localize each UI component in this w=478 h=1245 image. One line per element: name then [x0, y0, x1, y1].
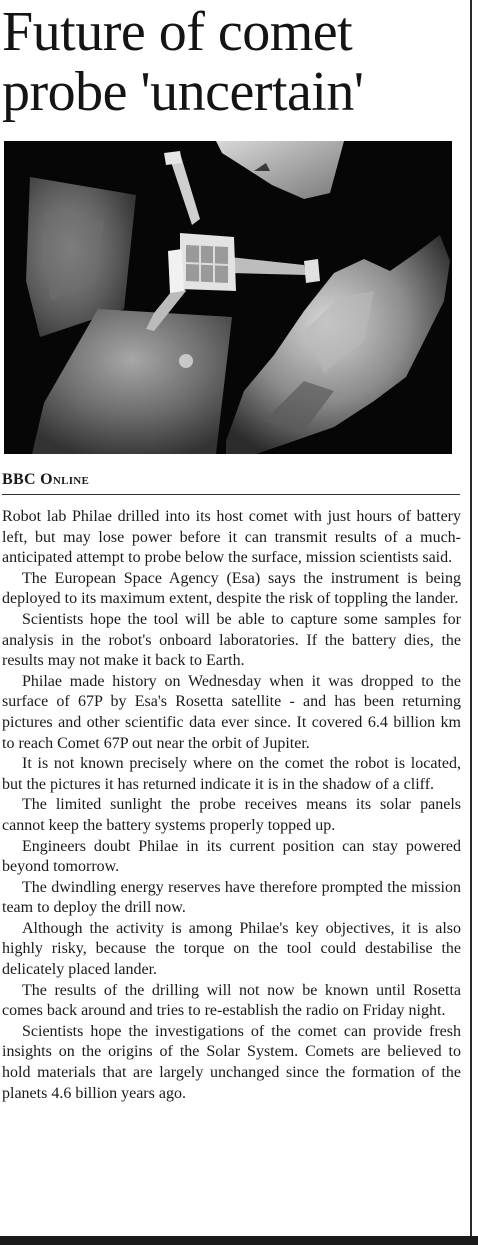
source-byline: BBC Online — [2, 471, 90, 488]
paragraph: It is not known precisely where on the comet the robot is located, but the pictures it has returned indicate it is in the shadow of a cliff. — [2, 755, 461, 793]
column-rule — [470, 0, 472, 1236]
photo-image — [4, 141, 452, 454]
paragraph: The dwindling energy reserves have therefore prompted the mission team to deploy the drill now. — [2, 878, 461, 917]
bottom-border — [0, 1236, 478, 1245]
paragraph: Scientists hope the investigations of the comet can provide fresh insights on the origins of the Solar System. Comets are believed to hold materials that are largely unchanged since the formation of the planets 4.6 billion years ago. — [2, 1022, 461, 1102]
paragraph: The limited sunlight the probe receives means its solar panels cannot keep the battery systems properly topped up. — [2, 796, 461, 834]
comet-lander-image — [4, 141, 452, 454]
byline-divider — [2, 494, 460, 495]
article-body — [2, 507, 461, 1104]
headline: Future of comet probe 'uncertain' — [2, 1, 364, 123]
paragraph: Robot lab Philae drilled into its host comet with just hours of battery left, but may lose power before it can transmit results of a much-anticipated attempt to probe below the surface, mission scientists said. — [2, 508, 461, 567]
paragraph: Engineers doubt Philae in its current position can stay powered beyond tomorrow. — [2, 837, 461, 876]
paragraph: Scientists hope the tool will be able to capture some samples for analysis in the robot's onboard laboratories. If the battery dies, the results may not make it back to Earth. — [2, 610, 461, 670]
paragraph: Although the activity is among Philae's key objectives, it is also highly risky, because the torque on the tool could destabilise the delicately placed lander. — [2, 919, 461, 979]
paragraph: Philae made history on Wednesday when it was dropped to the surface of 67P by Esa's Rosetta satellite - and has been returning pictures and other scientific data ever since. It covered 6.4 billion km to reach Comet 67P out near the orbit of Jupiter. — [2, 672, 461, 752]
paragraph: The European Space Agency (Esa) says the instrument is being deployed to its maximum extent, despite the risk of toppling the lander. — [2, 569, 461, 608]
paragraph: The results of the drilling will not now be known until Rosetta comes back around and tries to re-establish the radio on Friday night. — [2, 981, 461, 1020]
